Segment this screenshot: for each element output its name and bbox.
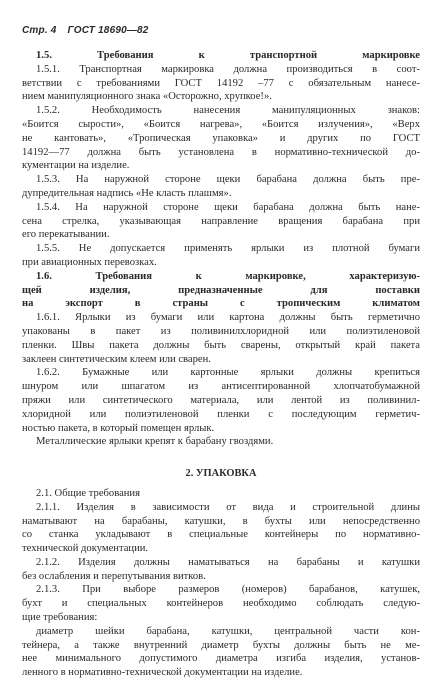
text-line: со станка укладывают в специальные контейнеры по нормативно- (22, 529, 420, 541)
text-line: 14192—77 должна быть установлена в нормативно-технической до- (22, 146, 420, 158)
text-line: 1.5.3. На наружной стороне щеки барабана должна быть пре- (36, 174, 420, 186)
text-line: «Боится сырости», «Боится нагрева», «Боится излучения», «Верх (22, 118, 420, 130)
page-header (22, 25, 157, 36)
text-line: 1.5. Требования к транспортной маркировке (36, 50, 420, 61)
text-line: 2.1. Общие требования (36, 487, 140, 499)
text-line: ветствии с требованиями ГОСТ 14192 –77 с обязательным нанесе- (22, 77, 420, 89)
text-line: 1.6. Требования к маркировке, характеризую- (36, 270, 420, 282)
text-line: 1.6.1. Ярлыки из бумаги или картона должны быть герметично (36, 312, 420, 324)
text-line: дупредительная надпись «Не класть плашмя». (22, 187, 232, 199)
text-line: пряжи или синтетического материала, или лентой из поливинил- (22, 394, 420, 406)
text-line: 2.1.3. При выборе размеров (номеров) барабанов, катушек, (36, 584, 420, 596)
text-line: 1.6.2. Бумажные или картонные ярлыки должны крепиться (36, 367, 420, 379)
text-line: ностью пакета, в который помещен ярлык. (22, 422, 215, 434)
text-line: сена стрелка, указывающая направление вращения барабана при (22, 215, 420, 227)
text-line: диаметр шейки барабана, катушки, центральной части кон- (36, 625, 420, 637)
text-line: заклеен синтетическим клеем или сварен. (22, 353, 211, 365)
text-line: 2.1.1. Изделия в зависимости от вида и строительной длины (36, 501, 420, 513)
text-line: не кантовать», «Тропическая упаковка» и других по ГОСТ (22, 132, 420, 144)
text-line: щие требования: (22, 612, 98, 624)
standard-code: ГОСТ 18690—82 (67, 25, 149, 36)
text-line: Металлические ярлыки крепят к барабану гвоздями. (36, 436, 274, 448)
text-line: 1.5.1. Транспортная маркировка должна производиться в соот- (36, 63, 420, 75)
text-line: 1.5.2. Необходимость нанесения манипуляционных знаков: (36, 105, 420, 117)
text-line: 1.5.4. На наружной стороне щеки барабана должна быть нане- (36, 201, 420, 213)
document-body (22, 49, 420, 680)
text-line: на экспорт в страны с тропическим климатом (22, 298, 420, 310)
text-line: 1.5.5. Не допускается применять ярлыки из плотной бумаги (36, 243, 420, 255)
text-line: пленки. Швы пакета должны быть сварены, открытый край пакета (22, 339, 420, 351)
text-line: кументации на изделие. (22, 160, 130, 172)
text-line: при авиационных перевозках. (22, 256, 157, 268)
text-line: нием манипуляционного знака «Осторожно, хрупкое!». (22, 91, 272, 103)
text-line: тейнера, а также внутренний диаметр бухты должны быть не ме- (22, 639, 420, 651)
text-line: технической документации. (22, 543, 149, 555)
text-line: ленного в нормативно-технической документации на изделие. (22, 667, 303, 679)
text-line: его перекатывании. (22, 229, 110, 241)
page-number: Стр. 4 (22, 25, 57, 36)
text-line: бухт и специальных контейнеров необходимо соблюдать следую- (22, 598, 420, 610)
text-line: нее минимального допустимого диаметра изгиба изделия, установ- (22, 653, 420, 665)
text-line: наматывают на барабаны, катушки, в бухты или непосредственно (22, 515, 420, 527)
spacer (22, 449, 420, 467)
text-line: шнуром или шпагатом из антисептированной хлопчатобумажной (22, 381, 420, 393)
text-line: упакованы в пакет из поливинилхлоридной или полиэтиленовой (22, 325, 420, 337)
text-line: без ослабления и перепутывания витков. (22, 570, 206, 582)
text-line: хлоридной или полиэтиленовой пленки с последующим герметич- (22, 408, 420, 420)
text-line: 2.1.2. Изделия должны наматываться на барабаны и катушки (36, 556, 420, 568)
text-line: щей изделия, предназначенные для поставки (22, 284, 420, 296)
section-heading: 2. УПАКОВКА (185, 468, 257, 480)
